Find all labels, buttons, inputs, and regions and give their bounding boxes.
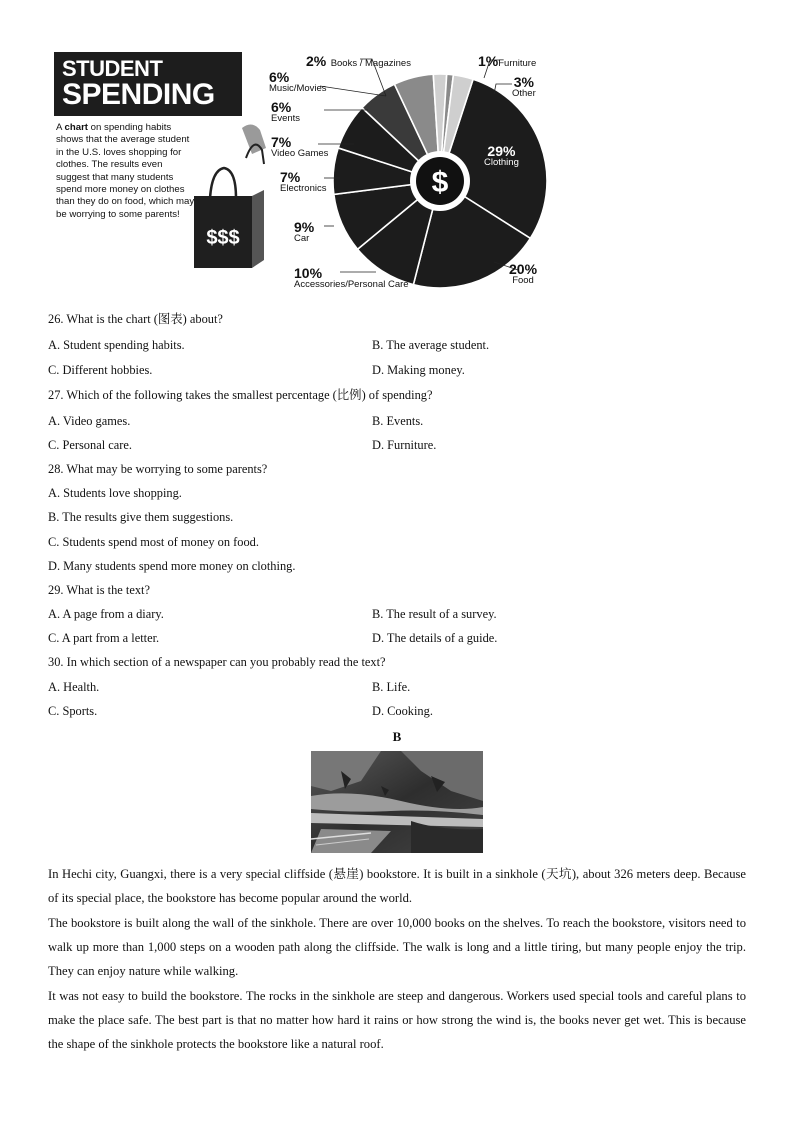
label-clothing — [484, 144, 519, 168]
question-29-option-a: A. A page from a diary. — [48, 607, 164, 621]
question-30-option-b: B. Life. — [372, 680, 411, 694]
label-food-name: Food — [512, 275, 534, 286]
label-other-pct: 3% — [513, 74, 534, 90]
label-events — [271, 100, 300, 124]
bag-dollar-signs: $$$ — [206, 227, 240, 249]
label-accessories — [294, 266, 409, 290]
question-30-option-c: C. Sports. — [48, 704, 98, 718]
question-30-option-d: D. Cooking. — [372, 704, 433, 718]
label-furniture — [478, 54, 536, 70]
section-b-paragraph-1: In Hechi city, Guangxi, there is a very special cliffside (悬崖) bookstore. It is built in a sinkhole (天坑), about 326 meters deep. Because of its special place, the bookstore has become popular around the world. — [48, 867, 746, 906]
question-26-option-a: A. Student spending habits. — [48, 338, 185, 352]
infographic-title-block — [54, 52, 242, 116]
question-27-option-a: A. Video games. — [48, 414, 131, 428]
question-28-option-c: C. Students spend most of money on food. — [48, 535, 259, 549]
question-27-option-b: B. Events. — [372, 414, 424, 428]
pie-center-dollar: $ — [431, 166, 449, 199]
question-28-option-b: B. The results give them suggestions. — [48, 510, 234, 524]
question-29-option-b: B. The result of a survey. — [372, 607, 497, 621]
label-other — [512, 75, 536, 99]
leader-line-1 — [320, 86, 386, 96]
question-27-option-d: D. Furniture. — [372, 438, 437, 452]
label-clothing-name: Clothing — [484, 157, 519, 168]
label-furniture-name: Furniture — [498, 58, 537, 69]
label-books-pct: 2% — [306, 53, 327, 69]
question-26-stem: 26. What is the chart (图表) about? — [48, 312, 223, 326]
student-spending-infographic — [50, 48, 550, 296]
question-27-option-c: C. Personal care. — [48, 438, 132, 452]
label-car-name: Car — [294, 233, 310, 244]
question-28-option-d: D. Many students spend more money on clothing. — [48, 559, 296, 573]
label-videogames-name: Video Games — [271, 148, 329, 159]
section-b-heading: B — [392, 729, 402, 744]
question-27-stem: 27. Which of the following takes the smallest percentage (比例) of spending? — [48, 388, 433, 402]
infographic-blurb — [56, 122, 196, 221]
label-music-pct: 6% — [269, 69, 290, 85]
label-books — [306, 54, 411, 70]
label-music-name: Music/Movies — [269, 83, 327, 94]
label-electronics-pct: 7% — [280, 169, 301, 185]
label-electronics — [280, 170, 326, 194]
label-furniture-pct: 1% — [478, 53, 499, 69]
question-29-stem: 29. What is the text? — [48, 583, 150, 597]
shopping-bag-illustration — [190, 118, 280, 278]
label-videogames — [271, 135, 328, 159]
label-accessories-pct: 10% — [294, 265, 323, 281]
question-29-option-d: D. The details of a guide. — [372, 631, 498, 645]
question-30-stem: 30. In which section of a newspaper can you probably read the text? — [48, 655, 386, 669]
section-b-paragraph-2: The bookstore is built along the wall of the sinkhole. There are over 10,000 books on the shelves. To reach the bookstore, visitors need to walk up more than 1,000 steps on a wooden path along the cliffside. The walk is long and a little tiring, but many people enjoy the trip. They can enjoy nature while walking. — [48, 916, 746, 979]
question-26-option-d: D. Making money. — [372, 363, 465, 377]
label-events-name: Events — [271, 113, 301, 124]
blurb-lead: A — [56, 122, 65, 133]
label-music — [269, 70, 327, 94]
infographic-title-line2: SPENDING — [62, 78, 215, 111]
cliffside-bookstore-photo — [311, 751, 483, 853]
label-accessories-name: Accessories/Personal Care — [294, 279, 409, 290]
label-clothing-pct: 29% — [487, 143, 516, 159]
label-other-name: Other — [512, 88, 536, 99]
label-car-pct: 9% — [294, 219, 315, 235]
pie-chart-area — [268, 48, 550, 296]
question-26-option-b: B. The average student. — [372, 338, 490, 352]
label-food — [509, 262, 537, 286]
label-car — [294, 220, 314, 244]
label-videogames-pct: 7% — [271, 134, 292, 150]
question-29-option-c: C. A part from a letter. — [48, 631, 160, 645]
question-28-stem: 28. What may be worrying to some parents? — [48, 462, 268, 476]
question-28-option-a: A. Students love shopping. — [48, 486, 182, 500]
question-26-option-c: C. Different hobbies. — [48, 363, 153, 377]
label-food-pct: 20% — [509, 261, 538, 277]
label-books-name: Books / Magazines — [330, 58, 411, 69]
infographic-title-line1: STUDENT — [62, 56, 163, 81]
blurb-bold: chart — [64, 122, 89, 133]
question-30-option-a: A. Health. — [48, 680, 100, 694]
label-events-pct: 6% — [271, 99, 292, 115]
label-electronics-name: Electronics — [280, 183, 327, 194]
blurb-rest: on spending habits shows that the average student in the U.S. loves shopping for clothes. The results even suggest that many students spend more money on clothes than they do on food, which may be worrying to some parents! — [56, 122, 195, 220]
section-b-paragraph-3: It was not easy to build the bookstore. The rocks in the sinkhole are steep and dangerous. Workers used special tools and careful plans to make the place safe. The best part is that no matter how hard it rains or how strong the wind is, the books never get wet. This is because the shape of the sinkhole protects the bookstore like a natural roof. — [48, 989, 746, 1052]
